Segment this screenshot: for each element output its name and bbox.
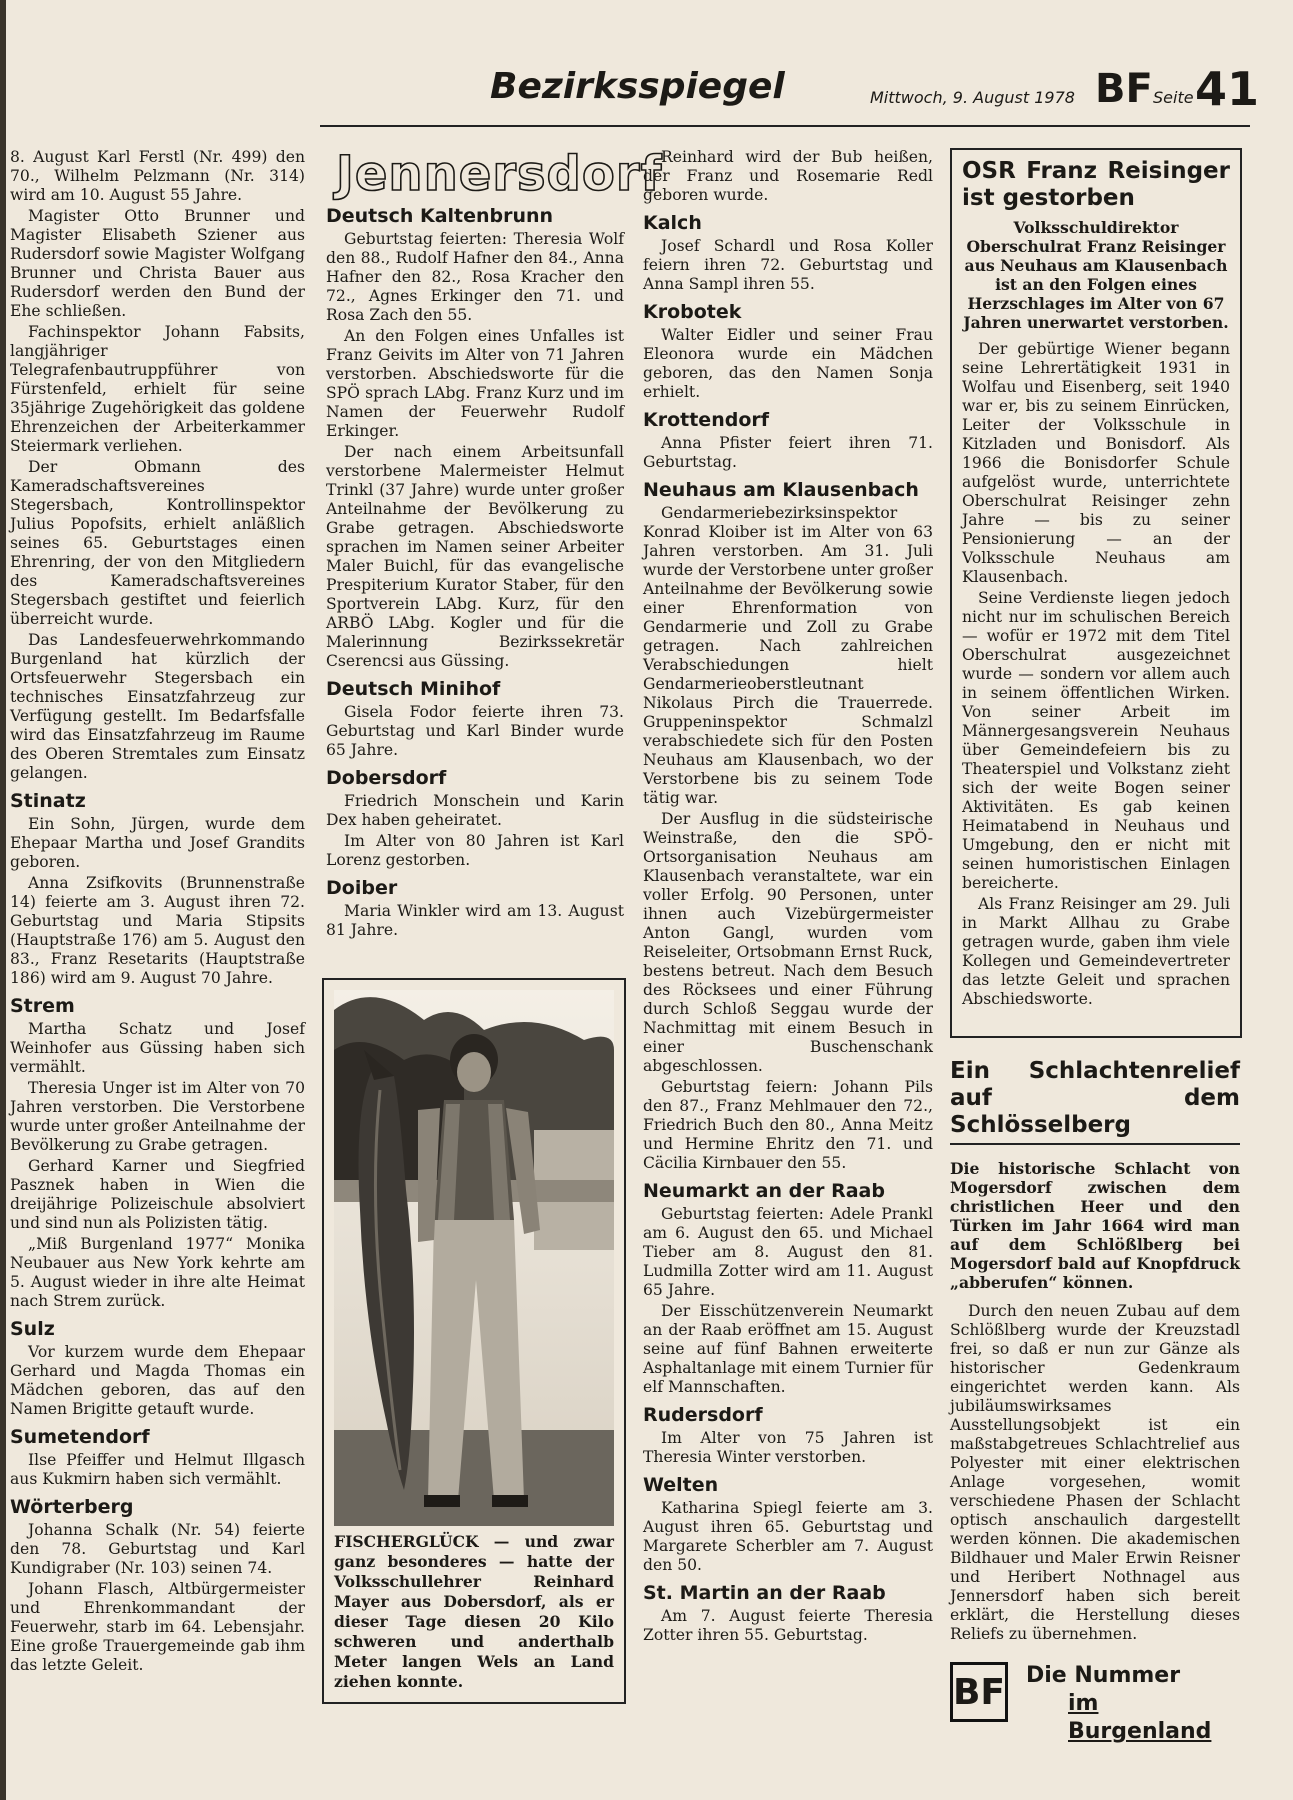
paragraph: Das Landesfeuerwehrkommando Burgenland hat kürzlich der Ortsfeuerwehr Stegersbach ein technisches Einsatzfahrzeug zur Verfügung gestellt. Im Bedarfsfalle wird das Einsatzfahrzeug im Raume des Oberen Stremtales zum Einsatz gelangen. xyxy=(10,631,305,782)
place-heading: Welten xyxy=(643,1474,719,1496)
photo-caption: FISCHERGLÜCK — und zwar ganz besonderes — hatte der Volksschullehrer Reinhard Mayer aus Dobersdorf, als er dieser Tage diesen 20 Kilo schweren und anderthalb Meter langen Wels an Land ziehen konnte. xyxy=(334,1532,614,1691)
column-1 xyxy=(10,148,305,1677)
page-edge xyxy=(0,0,6,1800)
article-lead: Volksschuldirektor Oberschulrat Franz Reisinger aus Neuhaus am Klausenbach ist an den Folgen eines Herzschlages im Alter von 67 Jahren unerwartet verstorben. xyxy=(963,218,1229,332)
ad-logo: BF xyxy=(950,1662,1008,1722)
paragraph: Magister Otto Brunner und Magister Elisabeth Sziener aus Rudersdorf sowie Magister Wolfgang Brunner und Christa Bauer aus Rudersdorf werden den Bund der Ehe schließen. xyxy=(10,207,305,320)
paragraph: Seine Verdienste liegen jedoch nicht nur im schulischen Bereich — wofür er 1972 mit dem Titel Oberschulrat ausgezeichnet wurde — sondern vor allem auch in seinem öffentlichen Wirken. Von seiner Arbeit im Männergesangsverein Neuhaus über Gemeindefeiern bis zu Theaterspiel und Volkstanz zieht sich der weite Bogen seiner Aktivitäten. Es gab keinen Heimatabend in Neuhaus und Umgebung, den er nicht mit seinen humoristischen Einlagen bereicherte. xyxy=(962,589,1230,892)
paragraph: Martha Schatz und Josef Weinhofer aus Güssing haben sich vermählt. xyxy=(10,1020,305,1076)
paragraph: Fachinspektor Johann Fabsits, langjähriger Telegrafenbautruppführer von Fürstenfeld, erhielt für seine 35jährige Zugehörigkeit das goldene Ehrenzeichen der Arbeiterkammer Steiermark verliehen. xyxy=(10,323,305,455)
place-heading: Wörterberg xyxy=(10,1496,134,1518)
paragraph: Maria Winkler wird am 13. August 81 Jahre. xyxy=(326,902,624,939)
place-heading: Stinatz xyxy=(10,790,86,812)
article-lead: Die historische Schlacht von Mogersdorf zwischen dem christlichen Heer und den Türken im Jahr 1664 wird man auf dem Schlößlberg bei Mogersdorf bald auf Knopfdruck „abberufen“ können. xyxy=(950,1159,1240,1292)
district-title: Jennersdorf xyxy=(336,146,663,202)
fisherman-photo xyxy=(334,990,614,1526)
bf-advertisement xyxy=(950,1658,1238,1744)
place-heading: Neuhaus am Klausenbach xyxy=(643,479,919,501)
place-heading: St. Martin an der Raab xyxy=(643,1582,886,1604)
place-heading: Krobotek xyxy=(643,301,742,323)
article-title: Ein Schlachtenrelief auf dem Schlösselberg xyxy=(950,1058,1240,1145)
paragraph: Josef Schardl und Rosa Koller feiern ihren 72. Geburtstag und Anna Sampl ihren 55. xyxy=(643,237,933,293)
bf-logo: BF xyxy=(1095,66,1153,112)
paragraph: Vor kurzem wurde dem Ehepaar Gerhard und Magda Thomas ein Mädchen geboren, das auf den Namen Brigitte getauft wurde. xyxy=(10,1343,305,1418)
paragraph: Anna Pfister feiert ihren 71. Geburtstag. xyxy=(643,434,933,471)
column-3 xyxy=(643,148,933,1647)
paragraph: 8. August Karl Ferstl (Nr. 499) den 70., Wilhelm Pelzmann (Nr. 314) wird am 10. August 55 Jahre. xyxy=(10,148,305,204)
place-heading: Strem xyxy=(10,995,75,1017)
paragraph: Gisela Fodor feierte ihren 73. Geburtstag und Karl Binder wurde 65 Jahre. xyxy=(326,703,624,759)
page-number: 41 xyxy=(1195,62,1260,116)
paragraph: Katharina Spiegl feierte am 3. August ihren 65. Geburtstag und Margarete Scherbler am 7. August den 50. xyxy=(643,1499,933,1574)
paragraph: An den Folgen eines Unfalles ist Franz Geivits im Alter von 71 Jahren verstorben. Abschiedsworte für die SPÖ sprach LAbg. Franz Kurz und im Namen der Feuerwehr Rudolf Erkinger. xyxy=(326,327,624,440)
paragraph: Ein Sohn, Jürgen, wurde dem Ehepaar Martha und Josef Grandits geboren. xyxy=(10,815,305,871)
place-heading: Deutsch Minihof xyxy=(326,678,501,700)
photo-box xyxy=(322,978,626,1704)
ad-line-2: im Burgenland xyxy=(1068,1691,1212,1744)
seite-label: Seite xyxy=(1153,88,1194,107)
ad-slogan xyxy=(1026,1662,1241,1746)
paragraph: Der nach einem Arbeitsunfall verstorbene Malermeister Helmut Trinkl (37 Jahre) wurde unter großer Anteilnahme der Bevölkerung zu Grabe getragen. Abschiedsworte sprachen im Namen seiner Arbeiter Maler Buichl, für das evangelische Prespiterium Kurator Staber, für den Sportverein LAbg. Kurz, für den ARBÖ LAbg. Kogler und für die Malerinnung Bezirkssekretär Cserencsi aus Güssing. xyxy=(326,443,624,670)
place-heading: Neumarkt an der Raab xyxy=(643,1180,885,1202)
paragraph: Im Alter von 80 Jahren ist Karl Lorenz gestorben. xyxy=(326,832,624,869)
obituary-content xyxy=(962,158,1230,1011)
place-heading: Sumetendorf xyxy=(10,1426,150,1448)
paragraph: Geburtstag feierten: Adele Prankl am 6. August den 65. und Michael Tieber am 8. August den 81. Ludmilla Zotter wird am 11. August 65 Jahre. xyxy=(643,1205,933,1299)
masthead xyxy=(480,60,1260,122)
paragraph: Der Eisschützenverein Neumarkt an der Raab eröffnet am 15. August seine auf fünf Bahnen erweiterte Asphaltanlage mit einem Turnier für elf Mannschaften. xyxy=(643,1302,933,1396)
column-2 xyxy=(326,205,624,942)
paragraph: Durch den neuen Zubau auf dem Schlößlberg wurde der Kreuzstadl frei, so daß er nun zur Gänze als historischer Gedenkraum eingerichtet werden kann. Als jubiläumswirksames Ausstellungsobjekt ist ein maßstabgetreues Schlachtrelief aus Polyester mit einer elektrischen Anlage vorgesehen, womit verschiedene Phasen der Schlacht optisch anschaulich dargestellt werden können. Die akademischen Bildhauer und Maler Erwin Reisner und Heribert Nothnagel aus Jennersdorf haben sich bereit erklärt, die Herstellung dieses Reliefs zu übernehmen. xyxy=(950,1302,1240,1643)
paragraph: Der Ausflug in die südsteirische Weinstraße, den die SPÖ-Ortsorganisation Neuhaus am Klausenbach veranstaltete, war ein voller Erfolg. 90 Personen, unter ihnen auch Vizebürgermeister Anton Gangl, wurden vom Reiseleiter, Ortsobmann Ernst Ruck, bestens betreut. Nach dem Besuch des Röcksees und einer Führung durch Schloß Seggau wurde der Nachmittag mit einem Besuch in einer Buschenschank abgeschlossen. xyxy=(643,810,933,1075)
paragraph: Anna Zsifkovits (Brunnenstraße 14) feierte am 3. August ihren 72. Geburtstag und Maria Stipsits (Hauptstraße 176) am 5. August den 83., Franz Resetarits (Hauptstraße 186) wird am 9. August 70 Jahre. xyxy=(10,874,305,987)
paragraph: Als Franz Reisinger am 29. Juli in Markt Allhau zu Grabe getragen wurde, gaben ihm viele Kollegen und Gemeindevertreter das letzte Geleit und sprachen Abschiedsworte. xyxy=(962,895,1230,1008)
place-heading: Sulz xyxy=(10,1318,55,1340)
paragraph: Am 7. August feierte Theresia Zotter ihren 55. Geburtstag. xyxy=(643,1607,933,1644)
paragraph: Der gebürtige Wiener begann seine Lehrertätigkeit 1931 in Wolfau und Eisenberg, seit 1940 war er, bis zu seinem Einrücken, Leiter der Volksschule in Kitzladen und Bonisdorf. Als 1966 die Bonisdorfer Schule aufgelöst wurde, unterrichtete Oberschulrat Reisinger zehn Jahre — bis zu seiner Pensionierung — an der Volksschule Neuhaus am Klausenbach. xyxy=(962,340,1230,586)
place-heading: Kalch xyxy=(643,212,702,234)
paragraph: Der Obmann des Kameradschaftsvereines Stegersbach, Kontrollinspektor Julius Popofsits, erhielt anläßlich seines 65. Geburtstages einen Ehrenring, der von den Mitgliedern des Kameradschaftsvereines Stegersbach gestiftet und feierlich überreicht wurde. xyxy=(10,458,305,628)
paragraph: Im Alter von 75 Jahren ist Theresia Winter verstorben. xyxy=(643,1429,933,1466)
paragraph: Geburtstag feiern: Johann Pils den 87., Franz Mehlmauer den 72., Friedrich Buch den 80., Anna Meitz und Hermine Ehritz den 71. und Cäcilia Kirnbauer den 55. xyxy=(643,1078,933,1172)
paragraph: Johanna Schalk (Nr. 54) feierte den 78. Geburtstag und Karl Kundigraber (Nr. 103) seinen 74. xyxy=(10,1521,305,1577)
section-title: Bezirksspiegel xyxy=(490,66,785,107)
place-heading: Krottendorf xyxy=(643,409,770,431)
paragraph: Walter Eidler und seiner Frau Eleonora wurde ein Mädchen geboren, das den Namen Sonja erhielt. xyxy=(643,326,933,401)
obituary-box xyxy=(950,148,1242,1038)
relief-article xyxy=(950,1058,1240,1646)
place-heading: Dobersdorf xyxy=(326,767,447,789)
ad-line-1: Die Nummer xyxy=(1026,1663,1181,1688)
paragraph: Gerhard Karner und Siegfried Pasznek haben in Wien die dreijährige Polizeischule absolviert und sind nun als Polizisten tätig. xyxy=(10,1157,305,1232)
header-rule xyxy=(320,125,1250,127)
place-heading: Doiber xyxy=(326,877,398,899)
paragraph: Gendarmeriebezirksinspektor Konrad Kloiber ist im Alter von 63 Jahren verstorben. Am 31. Juli wurde der Verstorbene unter großer Anteilnahme der Bevölkerung sowie einer Ehrenformation von Gendarmerie und Zoll zu Grabe getragen. Nach zahlreichen Verabschiedungen hielt Gendarmerieoberstleutnant Nikolaus Pirch die Trauerrede. Gruppeninspektor Schmalzl verabschiedete sich für den Posten Neuhaus am Klausenbach, wo der Verstorbene bis zu seinem Tode tätig war. xyxy=(643,504,933,807)
paragraph: Theresia Unger ist im Alter von 70 Jahren verstorben. Die Verstorbene wurde unter großer Anteilnahme der Bevölkerung zu Grabe getragen. xyxy=(10,1079,305,1154)
place-heading: Rudersdorf xyxy=(643,1404,763,1426)
issue-date: Mittwoch, 9. August 1978 xyxy=(870,88,1075,107)
paragraph: Friedrich Monschein und Karin Dex haben geheiratet. xyxy=(326,792,624,829)
paragraph: Johann Flasch, Altbürgermeister und Ehrenkommandant der Feuerwehr, starb im 64. Lebensjahr. Eine große Trauergemeinde gab ihm das letzte Geleit. xyxy=(10,1580,305,1674)
paragraph: Ilse Pfeiffer und Helmut Illgasch aus Kukmirn haben sich vermählt. xyxy=(10,1451,305,1488)
article-title: OSR Franz Reisinger ist gestorben xyxy=(962,158,1230,211)
place-heading: Deutsch Kaltenbrunn xyxy=(326,205,554,227)
paragraph: Geburtstag feierten: Theresia Wolf den 88., Rudolf Hafner den 84., Anna Hafner den 82., Rosa Kracher den 72., Agnes Erkinger den 71. und Rosa Zach den 55. xyxy=(326,230,624,324)
paragraph: Reinhard wird der Bub heißen, der Franz und Rosemarie Redl geboren wurde. xyxy=(643,148,933,204)
paragraph: „Miß Burgenland 1977“ Monika Neubauer aus New York kehrte am 5. August wieder in ihre alte Heimat nach Strem zurück. xyxy=(10,1235,305,1310)
